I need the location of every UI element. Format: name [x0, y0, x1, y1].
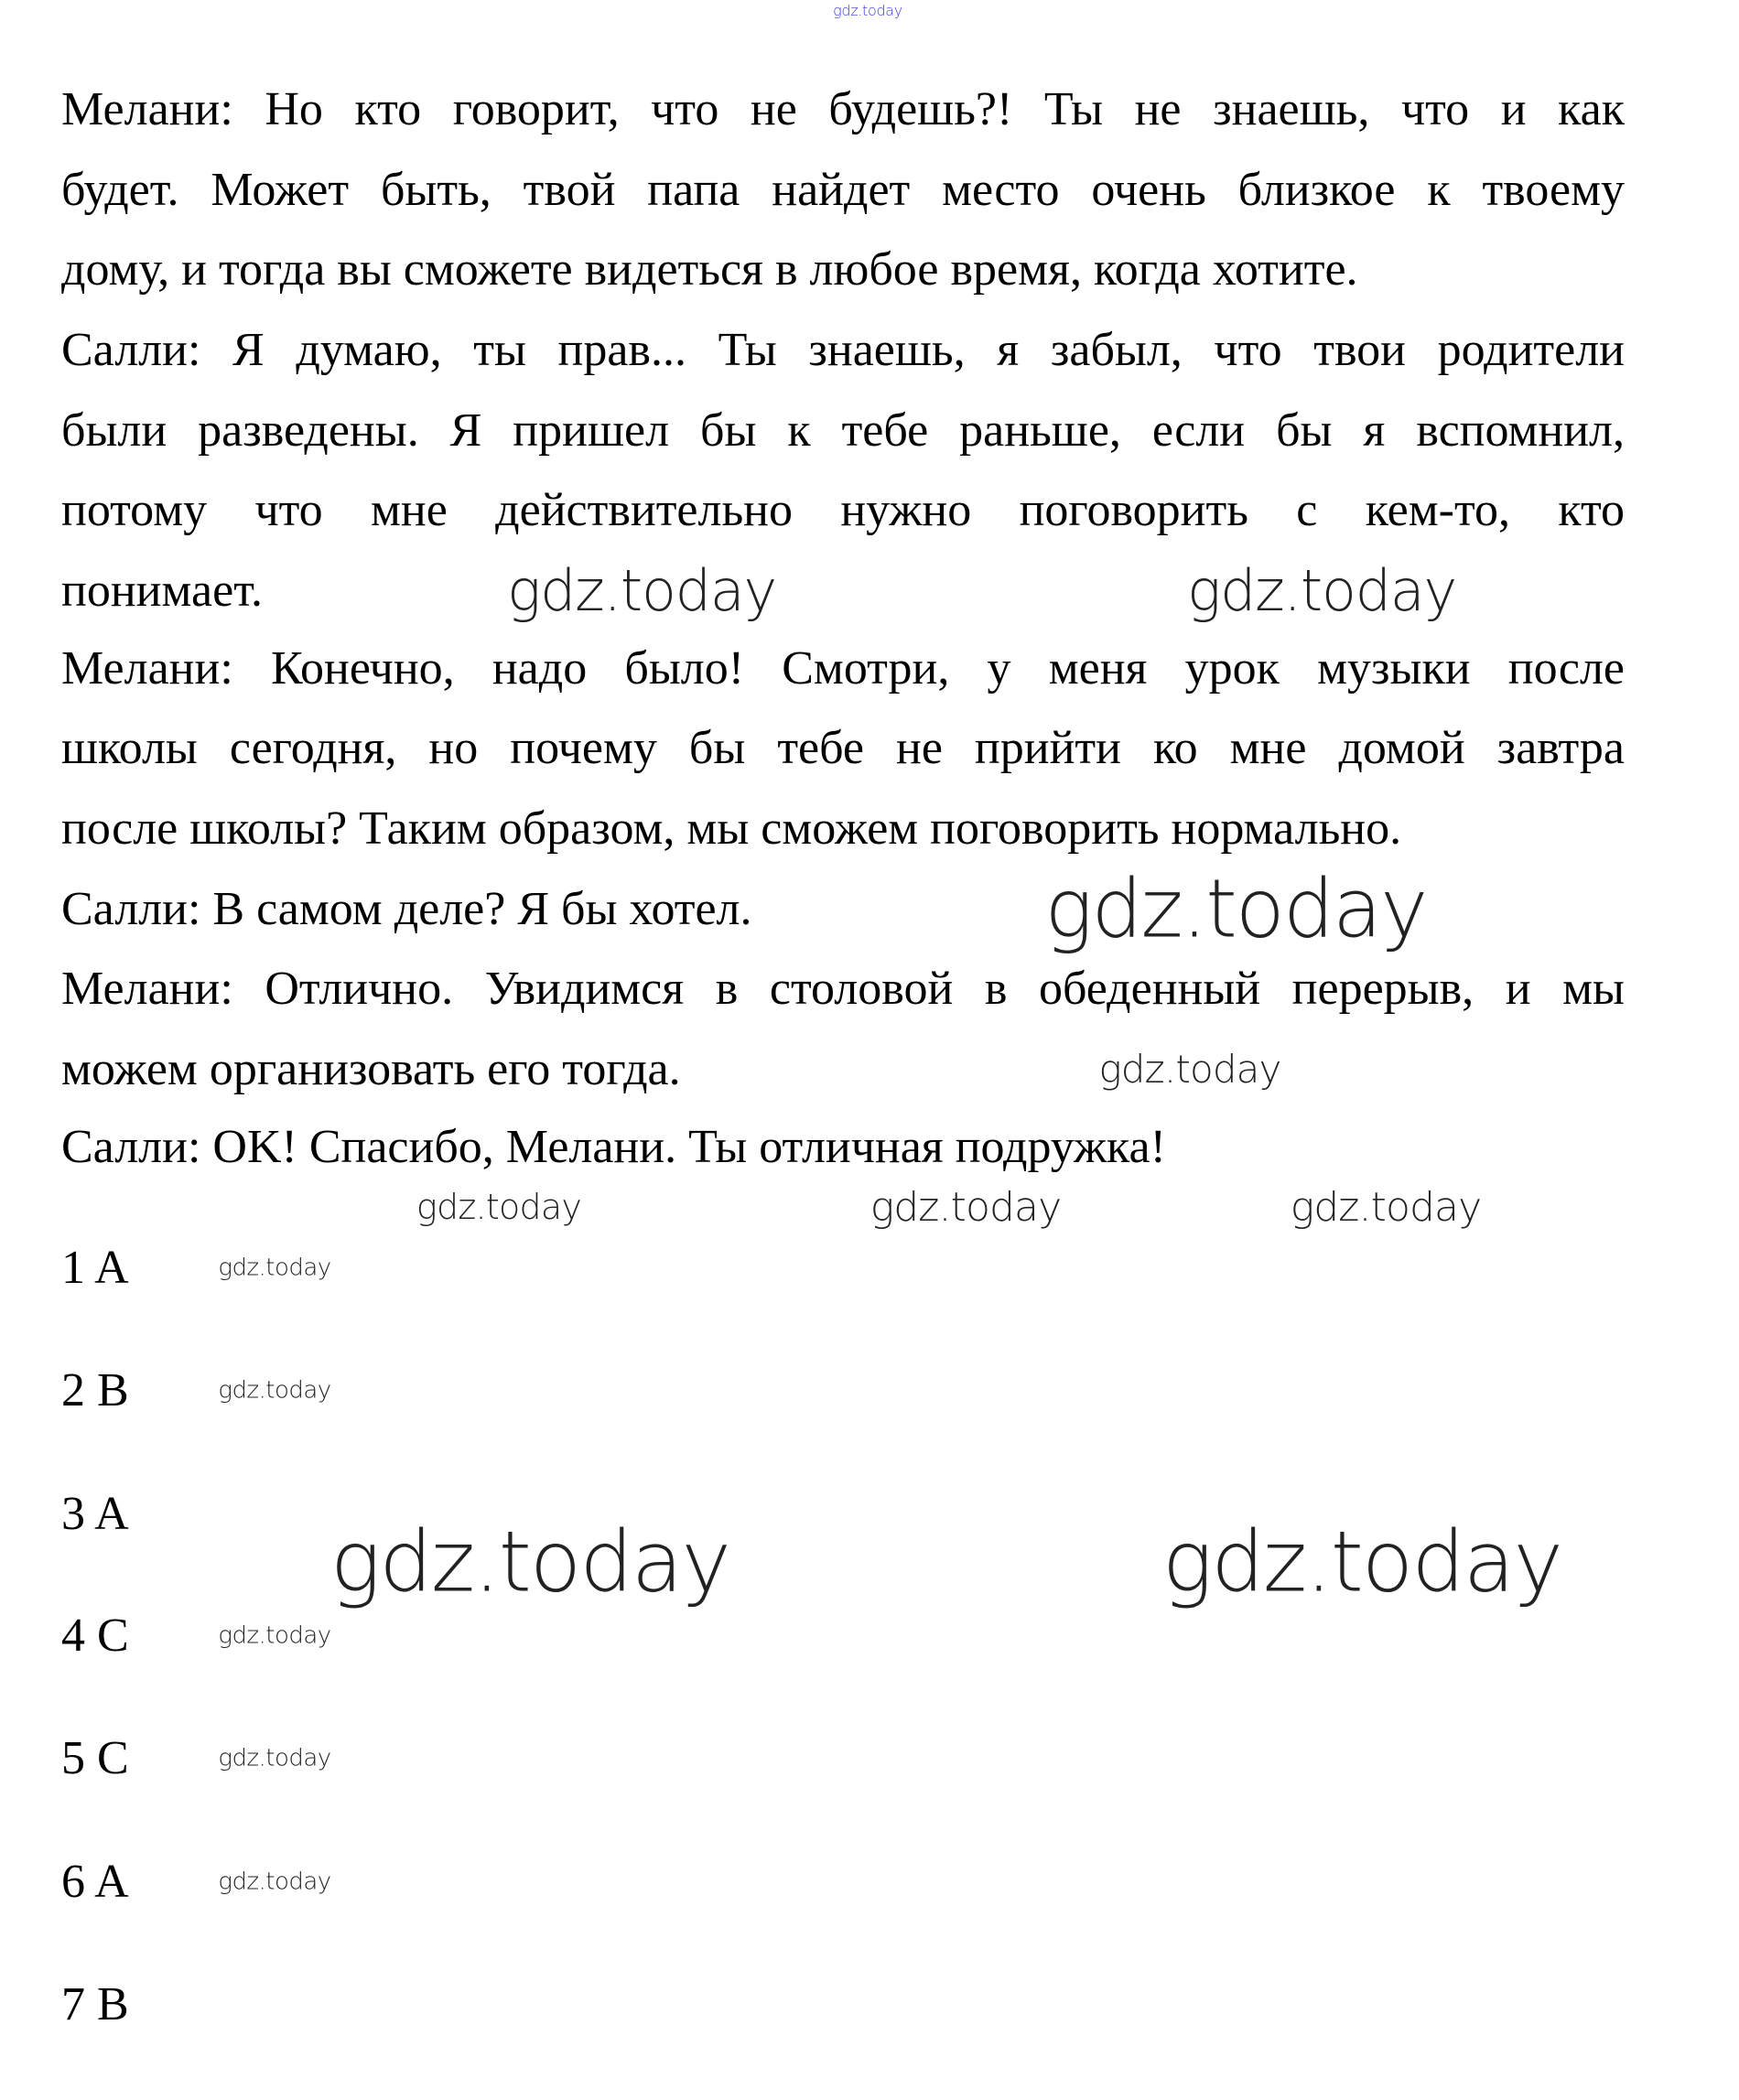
- dialogue-line: дому, и тогда вы сможете видеться в любое время, когда хотите.: [61, 243, 1358, 296]
- answer-item: 4 C: [61, 1610, 129, 1662]
- watermark: gdz.today: [329, 1513, 730, 1611]
- watermark: gdz.today: [218, 1254, 331, 1282]
- answer-item: 6 A: [61, 1856, 129, 1908]
- watermark: gdz.today: [218, 1621, 331, 1650]
- dialogue-line: Салли: В самом деле? Я бы хотел.: [61, 883, 752, 935]
- dialogue-line: Мелани: Но кто говорит, что не будешь?! Ты не знаешь, что и как: [61, 83, 1625, 135]
- dialogue-line: Мелани: Отлично. Увидимся в столовой в обеденный перерыв, и мы: [61, 963, 1625, 1015]
- dialogue-line: Салли: OK! Спасибо, Мелани. Ты отличная подружка!: [61, 1121, 1166, 1173]
- watermark: gdz.today: [218, 1744, 331, 1772]
- answer-item: 2 B: [61, 1364, 129, 1416]
- dialogue-line: Мелани: Конечно, надо было! Смотри, у меня урок музыки после: [61, 642, 1625, 695]
- watermark: gdz.today: [1098, 1046, 1281, 1092]
- dialogue-line: после школы? Таким образом, мы сможем поговорить нормально.: [61, 802, 1402, 855]
- dialogue-line: были разведены. Я пришел бы к тебе раньше, если бы я вспомнил,: [61, 404, 1625, 457]
- answer-item: 7 B: [61, 1978, 129, 2030]
- dialogue-line: школы сегодня, но почему бы тебе не прийти ко мне домой завтра: [61, 722, 1625, 774]
- watermark: gdz.today: [218, 1376, 331, 1405]
- watermark: gdz.today: [507, 556, 776, 624]
- answer-item: 1 A: [61, 1242, 129, 1294]
- dialogue-line: Салли: Я думаю, ты прав... Ты знаешь, я забыл, что твои родители: [61, 324, 1625, 376]
- watermark: gdz.today: [1290, 1183, 1482, 1231]
- watermark: gdz.today: [416, 1187, 582, 1228]
- watermark: gdz.today: [218, 1868, 331, 1896]
- dialogue-line: можем организовать его тогда.: [61, 1043, 681, 1095]
- watermark: gdz.today: [1044, 861, 1427, 956]
- dialogue-line: будет. Может быть, твой папа найдет место очень близкое к твоему: [61, 164, 1625, 216]
- watermark: gdz.today: [870, 1183, 1062, 1231]
- dialogue-line: потому что мне действительно нужно поговорить с кем-то, кто: [61, 484, 1625, 536]
- watermark: gdz.today: [1161, 1513, 1562, 1611]
- watermark-top: gdz.today: [833, 2, 902, 20]
- answer-item: 3 A: [61, 1488, 129, 1540]
- answer-item: 5 C: [61, 1732, 129, 1784]
- watermark: gdz.today: [1187, 556, 1456, 624]
- dialogue-line: понимает.: [61, 565, 264, 617]
